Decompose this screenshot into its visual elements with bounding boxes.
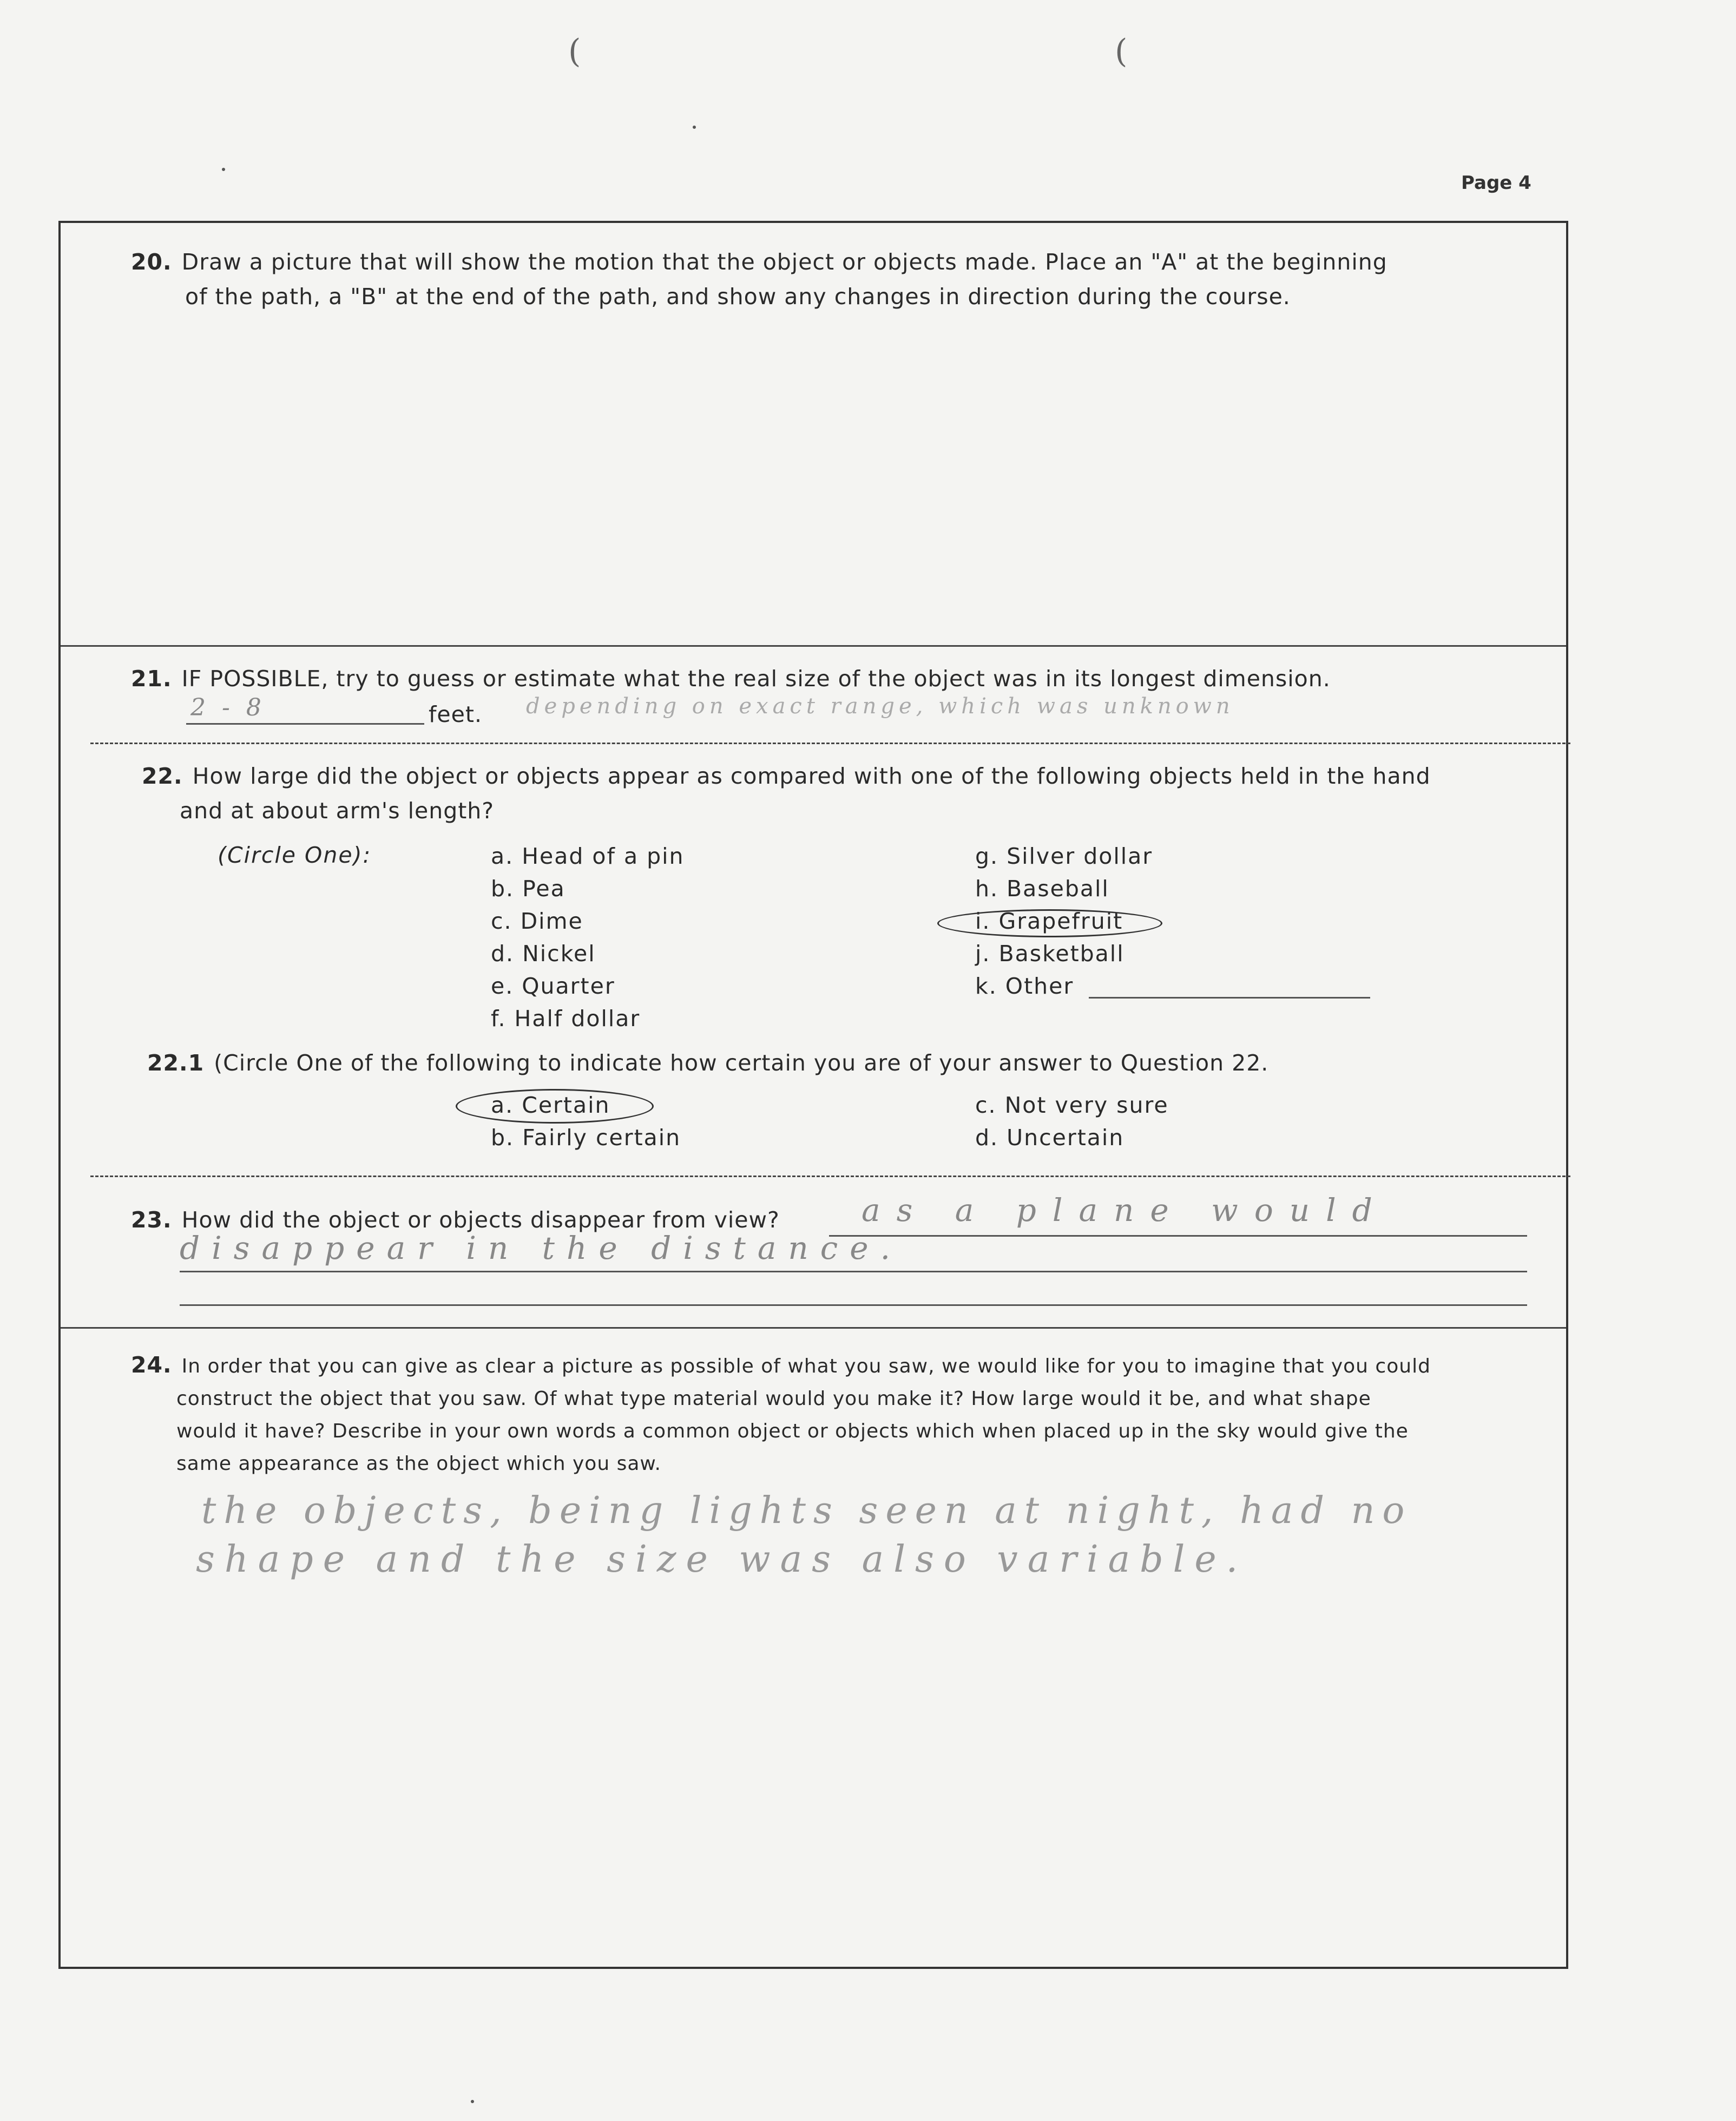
q22-option-j[interactable]: j. Basketball [975, 941, 1125, 967]
q22-1-text [147, 1046, 1554, 1080]
q21-number: 21. [131, 666, 172, 692]
q21-size-answer[interactable]: 2 - 8 [190, 694, 266, 721]
q24-line2: construct the object that you saw. Of what type material would you make it? How large would it be, and what shape [176, 1388, 1371, 1410]
q24-line1: In order that you can give as clear a picture as possible of what you saw, we would like for you to imagine that you could [181, 1355, 1431, 1377]
q22-option-d[interactable]: d. Nickel [491, 941, 596, 967]
q22-1-option-a[interactable]: a. Certain [491, 1092, 610, 1118]
q22-option-e[interactable]: e. Quarter [491, 973, 615, 999]
q23-line2 [180, 1271, 1527, 1272]
q21-answer-note: depending on exact range, which was unknown [526, 694, 1234, 719]
q24-answer-line2[interactable]: shape and the size was also variable. [196, 1538, 1248, 1581]
question-24 [61, 1332, 1566, 1966]
scan-speck [471, 2100, 474, 2103]
scan-speck [693, 126, 696, 129]
q23-line3 [180, 1304, 1527, 1306]
q22-text [142, 759, 1549, 828]
divider-23-24 [61, 1327, 1566, 1329]
question-21 [61, 651, 1566, 743]
q23-number: 23. [131, 1207, 172, 1233]
q22-line2: and at about arm's length? [180, 798, 495, 824]
q22-option-f[interactable]: f. Half dollar [491, 1006, 641, 1032]
q22-1-option-d[interactable]: d. Uncertain [975, 1125, 1125, 1151]
q22-option-h[interactable]: h. Baseball [975, 876, 1109, 902]
q20-line2: of the path, a "B" at the end of the path, and show any changes in direction during the course. [185, 284, 1291, 310]
q23-answer-line1[interactable]: as a plane would [862, 1192, 1389, 1229]
q22-1-number: 22.1 [147, 1050, 205, 1076]
page-number: Page 4 [1461, 172, 1531, 194]
q22-option-k[interactable]: k. Other [975, 973, 1074, 999]
q22-option-b[interactable]: b. Pea [491, 876, 565, 902]
q22-1-prompt: (Circle One of the following to indicate how certain you are of your answer to Question 22. [214, 1050, 1269, 1076]
q22-circle-label: (Circle One): [218, 842, 372, 868]
scan-mark-right: ( [1115, 32, 1128, 70]
q21-unit-label: feet. [429, 701, 482, 727]
q24-answer-line1[interactable]: the objects, being lights seen at night, had no [201, 1489, 1412, 1532]
q22-option-g[interactable]: g. Silver dollar [975, 843, 1153, 869]
q22-1-selected-circle [456, 1089, 654, 1124]
divider-22-23 [90, 1176, 1570, 1177]
q24-line3: would it have? Describe in your own words a common object or objects which when placed up in the sky would give the [176, 1420, 1409, 1442]
scan-speck [222, 168, 225, 171]
q24-line4: same appearance as the object which you saw. [176, 1453, 661, 1475]
q22-selected-circle [937, 909, 1162, 937]
q23-answer-line2[interactable]: disappear in the distance. [180, 1230, 903, 1266]
q22-1-option-c[interactable]: c. Not very sure [975, 1092, 1169, 1118]
q20-number: 20. [131, 249, 172, 275]
divider-21-22 [90, 743, 1570, 744]
q22-other-line [1089, 997, 1370, 999]
q21-text [131, 661, 1538, 696]
scan-mark-left: ( [568, 32, 581, 70]
divider-20-21 [61, 645, 1566, 647]
q20-line1: Draw a picture that will show the motion that the object or objects made. Place an "A" at the beginning [181, 249, 1388, 275]
q22-option-i[interactable]: i. Grapefruit [975, 908, 1123, 934]
question-22 [61, 748, 1566, 1151]
q22-number: 22. [142, 763, 183, 789]
q20-drawing-area[interactable] [88, 326, 1538, 634]
q22-1-option-b[interactable]: b. Fairly certain [491, 1125, 681, 1151]
q22-line1: How large did the object or objects appear as compared with one of the following objects held in the hand [192, 763, 1431, 789]
q24-text [131, 1349, 1560, 1480]
q22-option-c[interactable]: c. Dime [491, 908, 583, 934]
questionnaire-form [58, 221, 1568, 1969]
q21-prompt: IF POSSIBLE, try to guess or estimate what the real size of the object was in its longest dimension. [181, 666, 1331, 692]
q23-prompt: How did the object or objects disappear from view? [181, 1207, 780, 1233]
q22-option-a[interactable]: a. Head of a pin [491, 843, 685, 869]
q21-size-line [186, 723, 424, 725]
question-20 [61, 223, 1566, 645]
q20-text [131, 245, 1538, 314]
q23-line1 [829, 1235, 1527, 1237]
question-23 [61, 1181, 1566, 1327]
q24-number: 24. [131, 1352, 172, 1378]
